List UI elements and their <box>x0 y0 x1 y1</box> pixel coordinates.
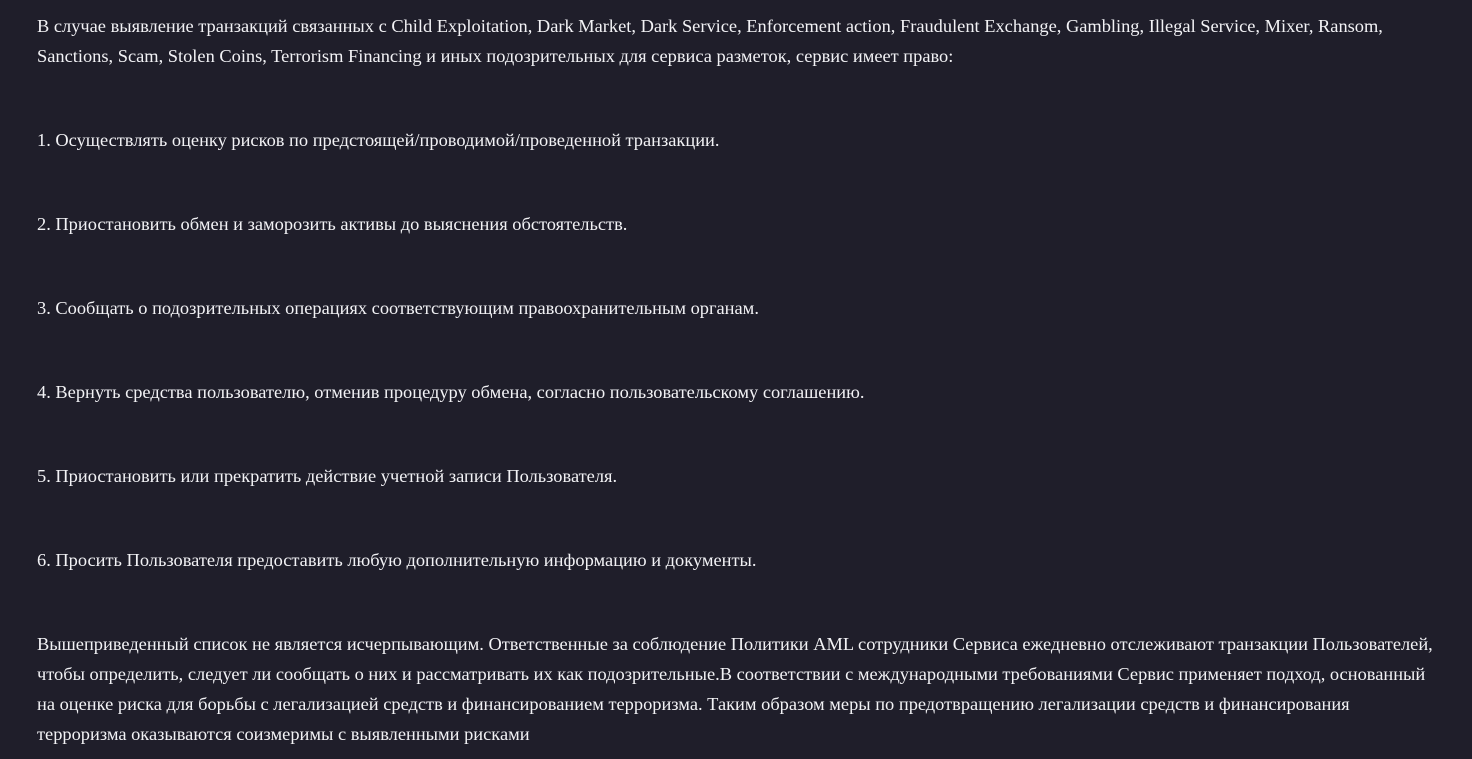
outro-paragraph: Вышеприведенный список не является исчерпывающим. Ответственные за соблюдение Политики AML сотрудники Сервиса ежедневно отслеживают транзакции Пользователей, чтобы определить, следует ли сообщать о них и рассматривать их как подозрительные.В соответствии с международными требованиями Сервис применяет подход, основанный на оценке риска для борьбы с легализацией средств и финансированием терроризма. Таким образом меры по предотвращению легализации средств и финансирования терроризма оказываются соизмеримы с выявленными рисками <box>37 634 1433 744</box>
list-item-5: 5. Приостановить или прекратить действие учетной записи Пользователя. <box>37 466 618 486</box>
list-item-4: 4. Вернуть средства пользователю, отменив процедуру обмена, согласно пользовательскому соглашению. <box>37 382 865 402</box>
intro-paragraph: В случае выявление транзакций связанных с Child Exploitation, Dark Market, Dark Service, Enforcement action, Fraudulent Exchange, Gambling, Illegal Service, Mixer, Ransom, Sanctions, Scam, Stolen Coins, Terrorism Financing и иных подозрительных для сервиса разметок, сервис имеет право: <box>37 16 1383 66</box>
list-item-2: 2. Приостановить обмен и заморозить активы до выяснения обстоятельств. <box>37 214 628 234</box>
list-item-1: 1. Осуществлять оценку рисков по предстоящей/проводимой/проведенной транзакции. <box>37 130 720 150</box>
list-item-3: 3. Сообщать о подозрительных операциях соответствующим правоохранительным органам. <box>37 298 759 318</box>
list-item-6: 6. Просить Пользователя предоставить любую дополнительную информацию и документы. <box>37 550 757 570</box>
